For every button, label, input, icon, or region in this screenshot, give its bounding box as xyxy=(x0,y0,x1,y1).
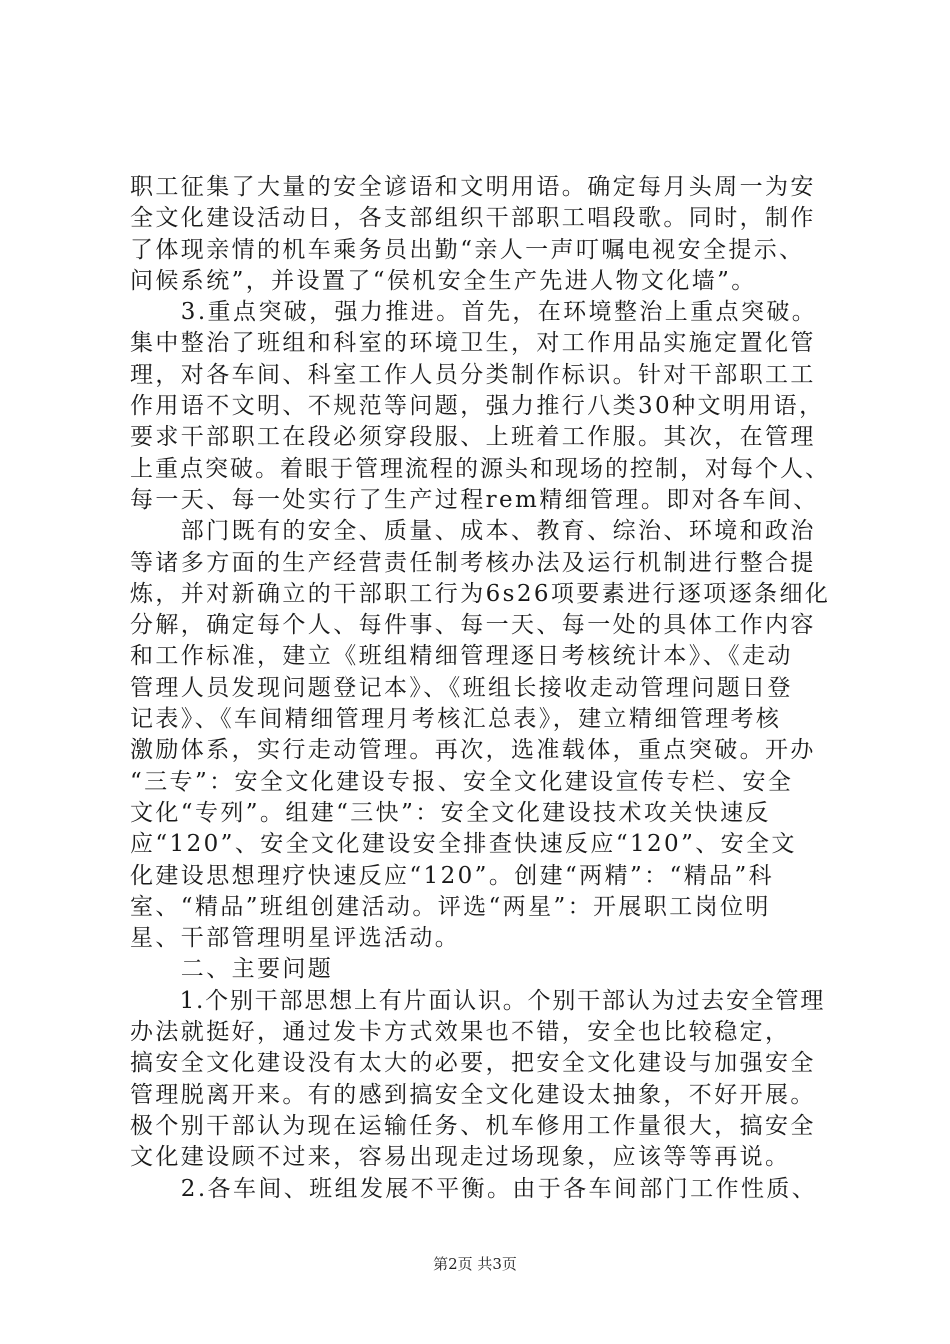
text-line: “三专”：安全文化建设专报、安全文化建设宣传专栏、安全 xyxy=(130,768,794,795)
text-line: 文化“专列”。组建“三快”：安全文化建设技术攻关快速反 xyxy=(130,799,771,826)
text-line: 激励体系，实行走动管理。再次，选准载体，重点突破。开办 xyxy=(130,737,816,764)
text-line: 二、主要问题 xyxy=(130,956,334,983)
text-line: 上重点突破。着眼于管理流程的源头和现场的控制，对每个人、 xyxy=(130,455,830,482)
text-line: 2.各车间、班组发展不平衡。由于各车间部门工作性质、 xyxy=(130,1175,818,1202)
text-line: 极个别干部认为现在运输任务、机车修用工作量很大，搞安全 xyxy=(130,1112,816,1139)
text-line: 办法就挺好，通过发卡方式效果也不错，安全也比较稳定， xyxy=(130,1019,791,1046)
text-line: 应“120”、安全文化建设安全排查快速反应“120”、安全文 xyxy=(130,831,797,858)
text-line: 和工作标准，建立《班组精细管理逐日考核统计本》、《走动 xyxy=(130,643,793,670)
text-line: 化建设思想理疗快速反应“120”。创建“两精”：“精品”科 xyxy=(130,862,775,889)
text-line: 职工征集了大量的安全谚语和文明用语。确定每月头周一为安 xyxy=(130,174,816,200)
body-text xyxy=(130,172,830,1205)
page-footer: 第2页 共3页 xyxy=(433,1255,517,1273)
text-line: 记表》、《车间精细管理月考核汇总表》，建立精细管理考核 xyxy=(130,706,782,733)
text-line: 全文化建设活动日，各支部组织干部职工唱段歌。同时，制作 xyxy=(130,205,816,232)
text-line: 了体现亲情的机车乘务员出勤“亲人一声叮嘱电视安全提示、 xyxy=(130,236,805,263)
text-line: 3.重点突破，强力推进。首先，在环境整治上重点突破。 xyxy=(130,299,818,326)
text-line: 星、干部管理明星评选活动。 xyxy=(130,925,461,952)
text-line: 文化建设顾不过来，容易出现走过场现象，应该等等再说。 xyxy=(130,1144,791,1171)
text-line: 部门既有的安全、质量、成本、教育、综治、环境和政治 xyxy=(130,518,816,545)
text-line: 1.个别干部思想上有片面认识。个别干部认为过去安全管理 xyxy=(130,987,826,1014)
text-line: 集中整治了班组和科室的环境卫生，对工作用品实施定置化管 xyxy=(130,330,816,357)
text-line: 炼，并对新确立的干部职工行为6s26项要素进行逐项逐条细化 xyxy=(130,580,831,607)
text-line: 等诸多方面的生产经营责任制考核办法及运行机制进行整合提 xyxy=(130,549,816,576)
text-line: 要求干部职工在段必须穿段服、上班着工作服。其次，在管理 xyxy=(130,424,816,451)
text-line: 理，对各车间、科室工作人员分类制作标识。针对干部职工工 xyxy=(130,361,816,388)
text-line: 管理人员发现问题登记本》、《班组长接收走动管理问题日登 xyxy=(130,674,793,701)
text-line: 室、“精品”班组创建活动。评选“两星”：开展职工岗位明 xyxy=(130,893,771,920)
text-line: 作用语不文明、不规范等问题，强力推行八类30种文明用语， xyxy=(130,393,825,420)
text-line: 问候系统”，并设置了“侯机安全生产先进人物文化墙”。 xyxy=(130,267,757,294)
text-line: 分解，确定每个人、每件事、每一天、每一处的具体工作内容 xyxy=(130,612,816,639)
text-line: 每一天、每一处实行了生产过程rem精细管理。即对各车间、 xyxy=(130,486,819,513)
text-line: 搞安全文化建设没有太大的必要，把安全文化建设与加强安全 xyxy=(130,1050,816,1077)
text-line: 管理脱离开来。有的感到搞安全文化建设太抽象，不好开展。 xyxy=(130,1081,816,1108)
